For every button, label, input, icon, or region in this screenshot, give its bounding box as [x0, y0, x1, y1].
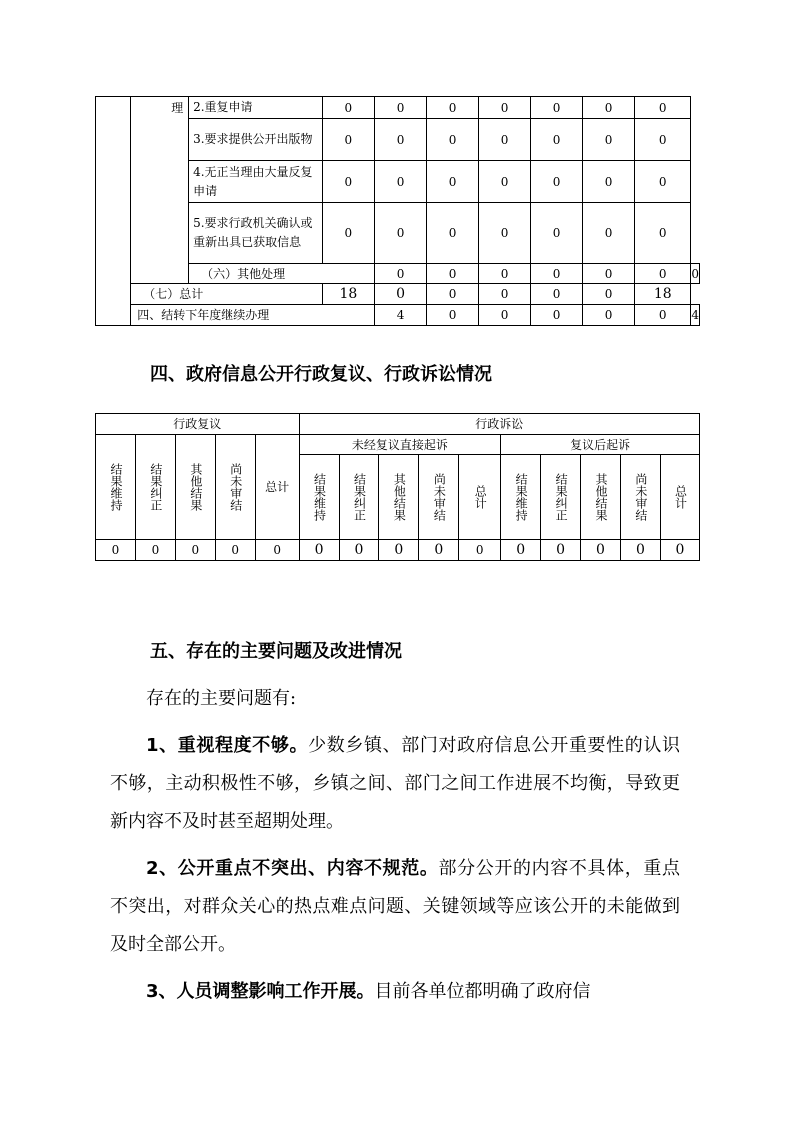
cell-value: 0	[379, 540, 419, 561]
problem-text: 少数乡镇、部门对政府信息公开重要性的认识不够，主动积极性不够，乡镇之间、部门之间工作进展不均衡，导致更新内容不及时甚至超期处理。	[110, 735, 680, 832]
cell-value: 0	[479, 264, 531, 284]
section-4-title: 四、政府信息公开行政复议、行政诉讼情况	[150, 364, 492, 385]
col-header: 总计	[459, 455, 501, 540]
category-cell: 理	[131, 97, 189, 284]
cell-value: 0	[583, 119, 635, 161]
cell-value: 0	[255, 540, 299, 561]
cell-value: 0	[531, 284, 583, 305]
cell-value: 0	[479, 97, 531, 119]
cell-value: 0	[322, 203, 374, 264]
cell-value: 0	[322, 161, 374, 203]
col-header: 尚未审结	[419, 455, 459, 540]
cell-value: 18	[635, 284, 691, 305]
cell-value: 0	[531, 203, 583, 264]
cell-value: 0	[531, 97, 583, 119]
review-litigation-table	[95, 413, 700, 561]
cell-value: 0	[427, 305, 479, 326]
problem-text: 目前各单位都明确了政府信	[374, 981, 591, 1002]
cell-value: 0	[339, 540, 379, 561]
problem-paragraph-1	[110, 727, 680, 841]
row-label: 5.要求行政机关确认或重新出具已获取信息	[189, 203, 323, 264]
after-review-header: 复议后起诉	[501, 435, 700, 455]
cell-value: 18	[322, 284, 374, 305]
cell-value: 0	[479, 203, 531, 264]
cell-value: 0	[635, 305, 691, 326]
cell-value: 0	[479, 161, 531, 203]
problem-paragraph-3	[110, 973, 680, 1011]
col-header: 总计	[255, 435, 299, 540]
cell-value: 0	[459, 540, 501, 561]
cell-value: 0	[581, 540, 621, 561]
cell-value: 0	[531, 264, 583, 284]
cell-value: 0	[620, 540, 660, 561]
cell-value: 0	[479, 119, 531, 161]
cell-value: 0	[175, 540, 215, 561]
row-label: 4.无正当理由大量反复申请	[189, 161, 323, 203]
problem-heading: 1、重视程度不够。	[146, 735, 309, 756]
cell-value: 0	[427, 264, 479, 284]
total-label: （七）总计	[131, 284, 322, 305]
col-header: 结果维持	[96, 435, 136, 540]
cell-value: 0	[635, 119, 691, 161]
outer-category-cell	[96, 97, 131, 326]
cell-value: 0	[427, 161, 479, 203]
cell-value: 0	[583, 284, 635, 305]
cell-value: 0	[635, 264, 691, 284]
cell-value: 0	[531, 119, 583, 161]
cell-value: 0	[322, 97, 374, 119]
cell-value: 0	[375, 161, 427, 203]
cell-value: 0	[375, 97, 427, 119]
cell-value: 0	[479, 284, 531, 305]
col-header: 总计	[660, 455, 699, 540]
carry-over-label: 四、结转下年度继续办理	[131, 305, 375, 326]
cell-value: 0	[531, 161, 583, 203]
admin-litigation-header: 行政诉讼	[299, 414, 699, 435]
direct-suit-header: 未经复议直接起诉	[299, 435, 501, 455]
col-header: 尚未审结	[215, 435, 255, 540]
admin-review-header: 行政复议	[96, 414, 300, 435]
cell-value: 0	[375, 119, 427, 161]
cell-value: 0	[635, 161, 691, 203]
other-processing-label: （六）其他处理	[189, 264, 375, 284]
cell-value: 0	[635, 97, 691, 119]
section-5-title: 五、存在的主要问题及改进情况	[150, 641, 402, 662]
cell-value: 0	[375, 203, 427, 264]
problem-heading: 3、人员调整影响工作开展。	[146, 981, 375, 1002]
cell-value: 0	[375, 284, 427, 305]
cell-value: 0	[322, 119, 374, 161]
intro-paragraph: 存在的主要问题有:	[146, 688, 297, 709]
cell-value: 0	[583, 264, 635, 284]
problem-paragraph-2	[110, 850, 680, 964]
col-header: 结果维持	[501, 455, 541, 540]
cell-value: 0	[531, 305, 583, 326]
cell-value: 0	[299, 540, 339, 561]
cell-value: 0	[427, 97, 479, 119]
col-header: 其他结果	[175, 435, 215, 540]
row-label: 2.重复申请	[189, 97, 323, 119]
col-header: 其他结果	[379, 455, 419, 540]
row-label: 3.要求提供公开出版物	[189, 119, 323, 161]
problem-text: 部分公开的内容不具体，重点不突出，对群众关心的热点难点问题、关键领域等应该公开的未能做到及时全部公开。	[110, 858, 681, 955]
cell-value: 0	[583, 305, 635, 326]
disclosure-stats-table	[95, 96, 700, 326]
col-header: 结果维持	[299, 455, 339, 540]
cell-value: 0	[501, 540, 541, 561]
col-header: 结果纠正	[339, 455, 379, 540]
cell-value: 0	[96, 540, 136, 561]
col-header: 其他结果	[581, 455, 621, 540]
cell-value: 0	[660, 540, 699, 561]
col-header: 尚未审结	[620, 455, 660, 540]
cell-value: 0	[427, 203, 479, 264]
cell-value: 0	[419, 540, 459, 561]
cell-value: 0	[427, 284, 479, 305]
cell-value: 0	[691, 264, 700, 284]
problem-heading: 2、公开重点不突出、内容不规范。	[146, 858, 439, 879]
col-header: 结果纠正	[135, 435, 175, 540]
col-header: 结果纠正	[541, 455, 581, 540]
cell-value: 0	[583, 203, 635, 264]
cell-value: 0	[215, 540, 255, 561]
cell-value: 0	[479, 305, 531, 326]
cell-value: 0	[135, 540, 175, 561]
cell-value: 0	[583, 97, 635, 119]
cell-value: 0	[427, 119, 479, 161]
cell-value: 0	[583, 161, 635, 203]
cell-value: 0	[375, 264, 427, 284]
cell-value: 4	[375, 305, 427, 326]
cell-value: 0	[635, 203, 691, 264]
cell-value: 0	[541, 540, 581, 561]
cell-value: 4	[691, 305, 700, 326]
